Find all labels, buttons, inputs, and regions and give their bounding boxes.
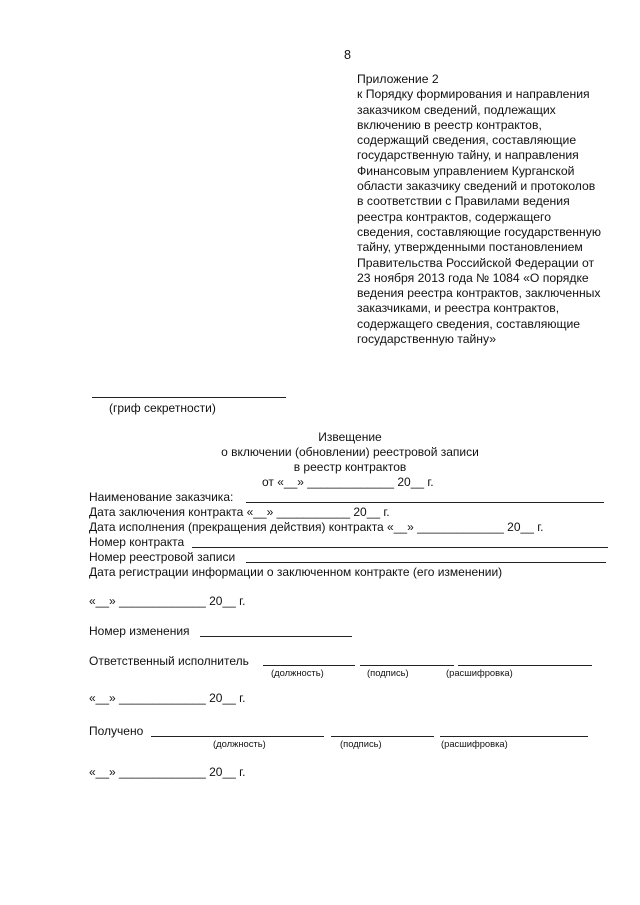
- received-signature-field[interactable]: [331, 736, 434, 737]
- appendix-line: государственную тайну»: [357, 332, 497, 347]
- responsible-label: Ответственный исполнитель: [89, 654, 249, 668]
- change-number-field[interactable]: [200, 636, 352, 637]
- contract-number-field[interactable]: [192, 547, 608, 548]
- appendix-block: [357, 72, 627, 347]
- date-line-1[interactable]: «__» _____________ 20__ г.: [89, 594, 246, 608]
- appendix-line: к Порядку формирования и направления: [357, 87, 590, 102]
- appendix-line: государственную тайну, и направления: [357, 148, 579, 163]
- received-decoding-caption: (расшифровка): [441, 738, 508, 749]
- responsible-decoding-caption: (расшифровка): [446, 667, 513, 678]
- conclusion-date-field[interactable]: Дата заключения контракта «__» ___________ 20__ г.: [89, 505, 390, 519]
- responsible-signature-caption: (подпись): [367, 667, 409, 678]
- page-number: 8: [344, 48, 352, 62]
- registry-number-label: Номер реестровой записи: [89, 550, 236, 564]
- notice-title: Извещение: [318, 430, 382, 444]
- appendix-line: Финансовым управлением Курганской: [357, 163, 575, 178]
- customer-name-field[interactable]: [246, 502, 604, 503]
- execution-date-field[interactable]: Дата исполнения (прекращения действия) контракта «__» _____________ 20__ г.: [89, 520, 544, 534]
- responsible-signature-field[interactable]: [360, 665, 454, 666]
- appendix-line: содержащего сведения, составляющие: [357, 316, 581, 331]
- received-position-field[interactable]: [151, 736, 324, 737]
- appendix-line: ведения реестра контрактов, заключенных: [357, 286, 601, 301]
- appendix-line: Приложение 2: [357, 72, 439, 86]
- appendix-line: сведения, составляющие государственную: [357, 224, 602, 239]
- change-number-label: Номер изменения: [89, 624, 190, 638]
- appendix-line: заказчиками, и реестра контрактов,: [357, 301, 560, 316]
- responsible-position-caption: (должность): [271, 667, 324, 678]
- appendix-line: Правительства Российской Федерации от: [357, 255, 595, 270]
- received-position-caption: (должность): [213, 738, 266, 749]
- date-line-3[interactable]: «__» _____________ 20__ г.: [89, 765, 246, 779]
- secrecy-line[interactable]: [92, 397, 286, 398]
- received-decoding-field[interactable]: [440, 736, 588, 737]
- customer-name-label: Наименование заказчика:: [89, 490, 234, 504]
- registry-number-field[interactable]: [246, 562, 606, 563]
- received-label: Получено: [89, 724, 144, 738]
- notice-subtitle: о включении (обновлении) реестровой записи: [221, 445, 479, 459]
- responsible-decoding-field[interactable]: [458, 665, 592, 666]
- received-signature-caption: (подпись): [340, 738, 382, 749]
- appendix-line: заказчиком сведений, подлежащих: [357, 102, 556, 117]
- registration-date-label: Дата регистрации информации о заключенном контракте (его изменении): [89, 565, 503, 579]
- appendix-line: 23 ноября 2013 года № 1084 «О порядке: [357, 270, 589, 285]
- appendix-line: в соответствии с Правилами ведения: [357, 194, 570, 209]
- date-line-2[interactable]: «__» _____________ 20__ г.: [89, 691, 246, 705]
- appendix-line: включению в реестр контрактов,: [357, 117, 542, 132]
- notice-date[interactable]: от «__» _____________ 20__ г.: [262, 475, 434, 489]
- contract-number-label: Номер контракта: [89, 535, 185, 549]
- responsible-position-field[interactable]: [263, 665, 355, 666]
- notice-subtitle-2: в реестр контрактов: [293, 460, 407, 474]
- appendix-line: области заказчику сведений и протоколов: [357, 179, 596, 194]
- secrecy-label: (гриф секретности): [109, 401, 216, 415]
- appendix-line: тайну, утвержденными постановлением: [357, 240, 583, 255]
- appendix-line: реестра контрактов, содержащего: [357, 209, 551, 224]
- appendix-line: содержащий сведения, составляющие: [357, 133, 577, 148]
